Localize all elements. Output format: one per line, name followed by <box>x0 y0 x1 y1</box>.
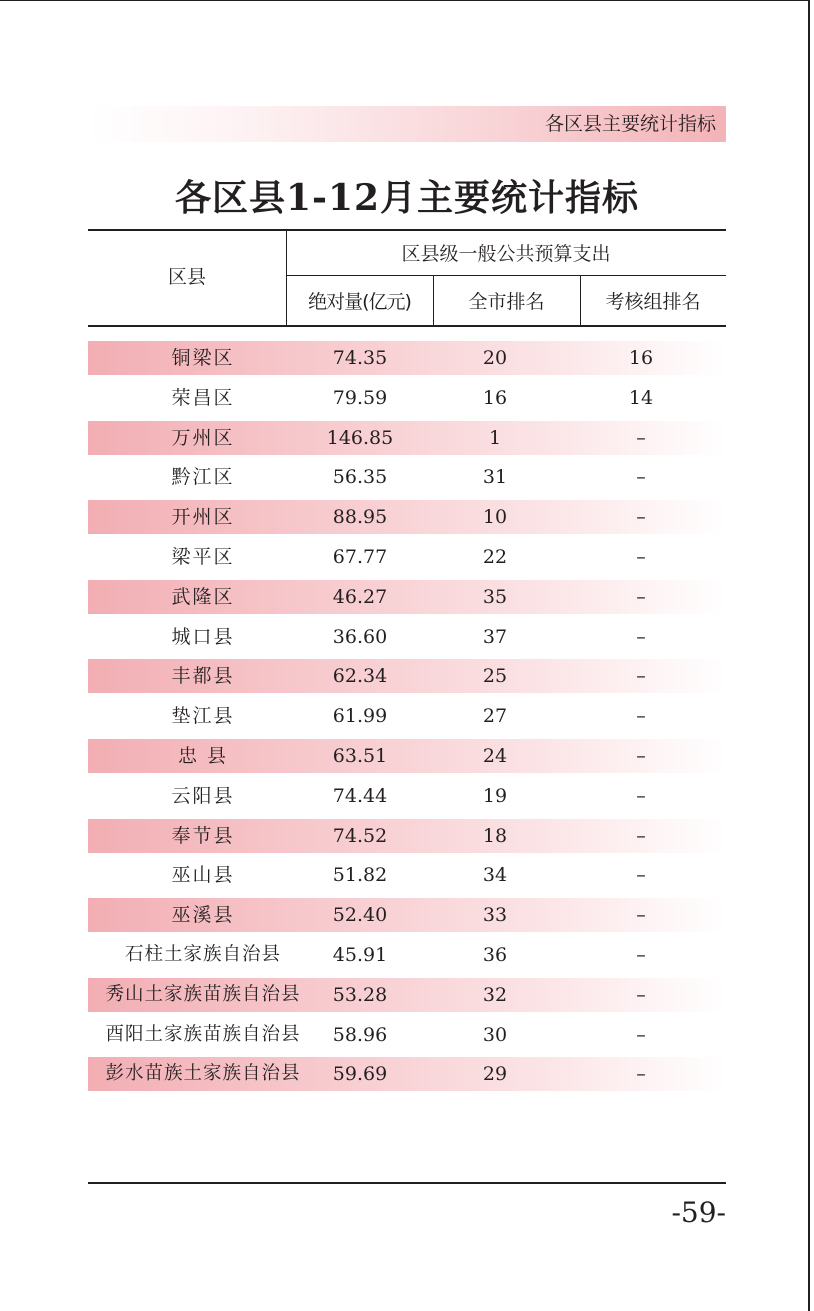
table-header-bottom-rule <box>88 325 726 327</box>
table-row <box>88 620 726 654</box>
absolute-value: 58.96 <box>332 1023 388 1046</box>
absolute-value: 88.95 <box>332 506 388 529</box>
district-name: 石柱土家族自治县 <box>124 944 281 965</box>
table-row <box>88 779 726 813</box>
group-rank: – <box>636 506 646 529</box>
district-name: 秀山土家族苗族自治县 <box>105 983 301 1005</box>
group-rank: – <box>636 1023 646 1046</box>
district-name: 开州区 <box>171 506 235 529</box>
city-rank: 25 <box>482 665 508 688</box>
header-group-rank: 考核组排名 <box>605 291 701 313</box>
header-city-rank: 全市排名 <box>468 291 545 313</box>
absolute-value: 56.35 <box>332 466 388 489</box>
group-rank: – <box>636 705 646 728</box>
absolute-value: 67.77 <box>332 546 388 568</box>
table-row <box>88 500 726 534</box>
district-name: 酉阳土家族苗族自治县 <box>105 1023 301 1045</box>
city-rank: 10 <box>482 506 508 529</box>
section-header: 各区县主要统计指标 <box>544 113 716 135</box>
table-row <box>88 898 726 932</box>
table-row <box>88 1057 726 1091</box>
header-group-budget: 区县级一般公共预算支出 <box>401 243 611 265</box>
absolute-value: 61.99 <box>332 705 388 728</box>
header-sub-rule <box>286 275 726 276</box>
group-rank: – <box>636 426 646 449</box>
absolute-value: 53.28 <box>332 983 388 1006</box>
city-rank: 35 <box>482 585 508 608</box>
city-rank: 16 <box>482 386 508 409</box>
group-rank: – <box>636 944 646 966</box>
absolute-value: 52.40 <box>332 904 388 927</box>
group-rank: – <box>636 983 646 1006</box>
header-district: 区县 <box>167 266 206 288</box>
table-row <box>88 858 726 892</box>
table-row <box>88 381 726 415</box>
table-row <box>88 938 726 972</box>
city-rank: 18 <box>482 824 508 847</box>
district-name: 荣昌区 <box>171 386 235 409</box>
district-name: 云阳县 <box>171 784 235 807</box>
table-row <box>88 421 726 455</box>
table-row <box>88 699 726 733</box>
city-rank: 22 <box>482 546 508 568</box>
table-row <box>88 540 726 574</box>
city-rank: 19 <box>482 784 508 807</box>
absolute-value: 51.82 <box>332 864 388 887</box>
footer-rule <box>88 1182 726 1184</box>
header-absolute: 绝对量(亿元) <box>308 291 411 313</box>
district-name: 丰都县 <box>171 665 235 688</box>
group-rank: – <box>636 665 646 688</box>
table-row <box>88 819 726 853</box>
district-name: 黔江区 <box>171 466 235 489</box>
table-row <box>88 1018 726 1052</box>
absolute-value: 36.60 <box>332 625 388 648</box>
absolute-value: 74.44 <box>332 784 388 807</box>
absolute-value: 74.35 <box>332 347 388 369</box>
group-rank: – <box>636 466 646 489</box>
absolute-value: 45.91 <box>332 944 388 966</box>
district-name: 彭水苗族土家族自治县 <box>105 1063 301 1085</box>
district-name: 奉节县 <box>171 824 235 847</box>
city-rank: 20 <box>482 347 508 369</box>
absolute-value: 46.27 <box>332 585 388 608</box>
table-row <box>88 341 726 375</box>
district-name: 巫溪县 <box>171 904 235 927</box>
page-title: 各区县1-12月主要统计指标 <box>174 177 640 219</box>
section-header-band <box>88 106 726 142</box>
district-name: 巫山县 <box>171 864 235 887</box>
district-name: 万州区 <box>171 426 235 449</box>
city-rank: 27 <box>482 705 508 728</box>
group-rank: – <box>636 784 646 807</box>
group-rank: – <box>636 546 646 568</box>
table-row <box>88 460 726 494</box>
city-rank: 32 <box>482 983 508 1006</box>
city-rank: 24 <box>482 745 508 767</box>
district-name: 垫江县 <box>171 705 235 728</box>
group-rank: – <box>636 745 646 767</box>
group-rank: – <box>636 824 646 847</box>
absolute-value: 74.52 <box>332 824 388 847</box>
city-rank: 29 <box>482 1063 508 1086</box>
group-rank: – <box>636 864 646 887</box>
group-rank: – <box>636 1063 646 1086</box>
table-row <box>88 580 726 614</box>
table-row <box>88 739 726 773</box>
group-rank: 14 <box>628 386 654 409</box>
city-rank: 33 <box>482 904 508 927</box>
city-rank: 1 <box>488 426 502 449</box>
district-name: 铜梁区 <box>171 347 235 369</box>
table-row <box>88 659 726 693</box>
absolute-value: 62.34 <box>332 665 388 688</box>
district-name: 梁平区 <box>171 546 235 568</box>
group-rank: – <box>636 904 646 927</box>
city-rank: 36 <box>482 944 508 966</box>
city-rank: 37 <box>482 625 508 648</box>
district-name: 武隆区 <box>171 585 235 608</box>
table-top-rule <box>88 229 726 231</box>
city-rank: 31 <box>482 466 508 489</box>
group-rank: – <box>636 585 646 608</box>
group-rank: 16 <box>628 347 654 369</box>
absolute-value: 59.69 <box>332 1063 388 1086</box>
city-rank: 30 <box>482 1023 508 1046</box>
district-name: 忠 县 <box>177 745 229 767</box>
absolute-value: 146.85 <box>326 426 394 449</box>
absolute-value: 63.51 <box>332 745 388 767</box>
absolute-value: 79.59 <box>332 386 388 409</box>
table-row <box>88 978 726 1012</box>
city-rank: 34 <box>482 864 508 887</box>
district-name: 城口县 <box>171 625 235 648</box>
group-rank: – <box>636 625 646 648</box>
page-number: -59- <box>671 1196 726 1229</box>
